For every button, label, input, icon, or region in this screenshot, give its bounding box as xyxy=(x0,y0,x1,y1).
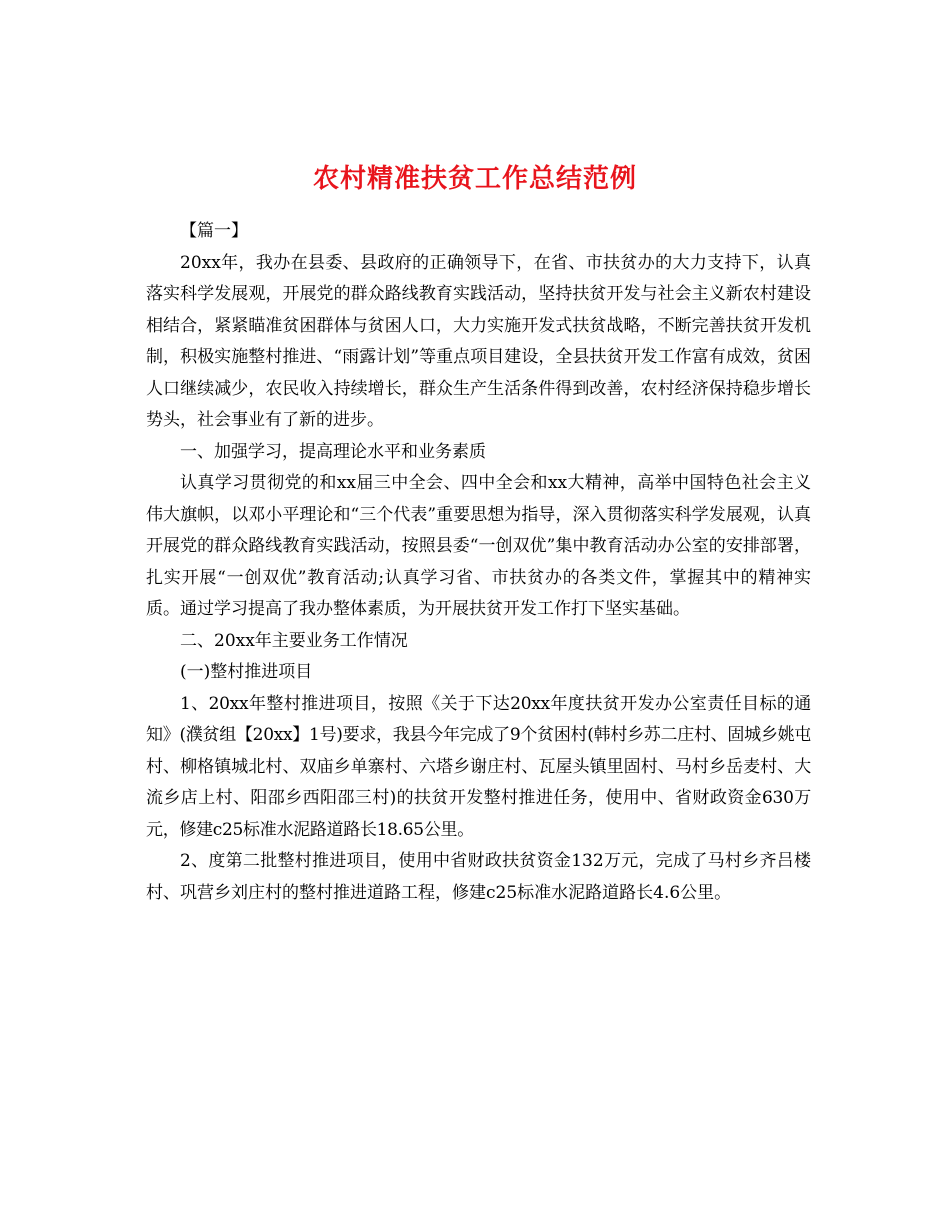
village-project-item-1: 1、20xx年整村推进项目，按照《关于下达20xx年度扶贫开发办公室责任目标的通知》(濮贫组【20xx】1号)要求，我县今年完成了9个贫困村(韩村乡苏二庄村、固城乡姚屯村、柳格镇城北村、双庙乡单寨村、六塔乡谢庄村、瓦屋头镇里固村、马村乡岳麦村、大流乡店上村、阳邵乡西阳邵三村)的扶贫开发整村推进任务，使用中、省财政资金630万元，修建c25标准水泥路道路长18.65公里。 xyxy=(146,693,811,840)
subheading-village-projects: (一)整村推进项目 xyxy=(180,662,313,682)
heading-study: 一、加强学习，提高理论水平和业务素质 xyxy=(180,441,486,462)
document-body xyxy=(146,216,811,909)
village-project-item-2: 2、度第二批整村推进项目，使用中省财政扶贫资金132万元，完成了马村乡齐吕楼村、巩营乡刘庄村的整村推进道路工程，修建c25标准水泥路道路长4.6公里。 xyxy=(146,851,811,903)
heading-main-work: 二、20xx年主要业务工作情况 xyxy=(180,630,408,651)
study-paragraph: 认真学习贯彻党的和xx届三中全会、四中全会和xx大精神，高举中国特色社会主义伟大旗帜，以邓小平理论和“三个代表”重要思想为指导，深入贯彻落实科学发展观，认真开展党的群众路线教育实践活动，按照县委“一创双优”集中教育活动办公室的安排部署，扎实开展“一创双优”教育活动;认真学习省、市扶贫办的各类文件，掌握其中的精神实质。通过学习提高了我办整体素质，为开展扶贫开发工作打下坚实基础。 xyxy=(146,473,811,619)
document-title: 农村精准扶贫工作总结范例 xyxy=(312,164,637,195)
section-label: 【篇一】 xyxy=(180,221,248,241)
intro-paragraph: 20xx年，我办在县委、县政府的正确领导下，在省、市扶贫办的大力支持下，认真落实科学发展观，开展党的群众路线教育实践活动，坚持扶贫开发与社会主义新农村建设相结合，紧紧瞄准贫困群体与贫困人口，大力实施开发式扶贫战略，不断完善扶贫开发机制，积极实施整村推进、“雨露计划”等重点项目建设，全县扶贫开发工作富有成效，贫困人口继续减少，农民收入持续增长，群众生产生活条件得到改善，农村经济保持稳步增长势头，社会事业有了新的进步。 xyxy=(146,252,811,430)
